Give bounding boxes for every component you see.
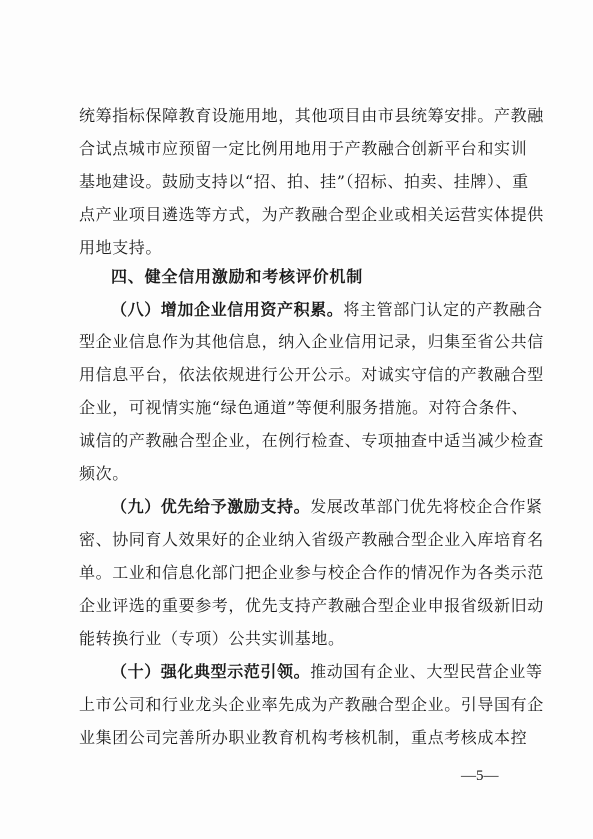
body-line: 点产业项目遴选等方式，为产教融合型企业或相关运营实体提供 (79, 205, 544, 224)
page-number: —5— (461, 768, 499, 784)
paragraph-9-first-line (111, 495, 543, 519)
body-line: 企业评选的重要参考，优先支持产教融合型企业申报省级新旧动 (79, 596, 544, 615)
paragraph-9-text: 发展改革部门优先将校企合作紧 (310, 497, 543, 516)
body-line: 上市公司和行业龙头企业率先成为产教融合型企业。引导国有企 (79, 695, 544, 714)
body-line: 诚信的产教融合型企业，在例行检查、专项抽查中适当减少检查 (79, 431, 544, 450)
paragraph-10-text: 推动国有企业、大型民营企业等 (310, 662, 543, 681)
paragraph-8-first-line (111, 298, 543, 322)
body-line: 用信息平台，依法依规进行公开公示。对诚实守信的产教融合型 (79, 365, 544, 384)
paragraph-8-lead: （八）增加企业信用资产积累。 (111, 300, 344, 319)
body-line: 统筹指标保障教育设施用地，其他项目由市县统筹安排。产教融 (79, 106, 544, 125)
body-line: 密、协同育人效果好的企业纳入省级产教融合型企业入库培育名 (79, 530, 544, 549)
paragraph-8-text: 将主管部门认定的产教融合 (343, 300, 543, 319)
paragraph-9-lead: （九）优先给予激励支持。 (111, 497, 311, 516)
body-line: 用地支持。 (79, 238, 163, 257)
body-line: 基地建设。鼓励支持以“招、拍、挂”（招标、拍卖、挂牌）、重 (79, 172, 529, 191)
body-line: 单。工业和信息化部门把企业参与校企合作的情况作为各类示范 (79, 563, 544, 582)
paragraph-10-lead: （十）强化典型示范引领。 (111, 662, 311, 681)
body-line: 业集团公司完善所办职业教育机构考核机制，重点考核成本控 (79, 728, 528, 747)
body-line: 能转换行业（专项）公共实训基地。 (79, 629, 345, 648)
paragraph-10-first-line (111, 660, 543, 684)
section-heading: 四、健全信用激励和考核评价机制 (111, 267, 364, 286)
body-line: 合试点城市应预留一定比例用地用于产教融合创新平台和实训 (79, 139, 528, 158)
body-line: 企业，可视情实施“绿色通道”等便利服务措施。对符合条件、 (79, 398, 529, 417)
body-line: 频次。 (79, 464, 129, 483)
body-line: 型企业信息作为其他信息，纳入企业信用记录，归集至省公共信 (79, 332, 544, 351)
